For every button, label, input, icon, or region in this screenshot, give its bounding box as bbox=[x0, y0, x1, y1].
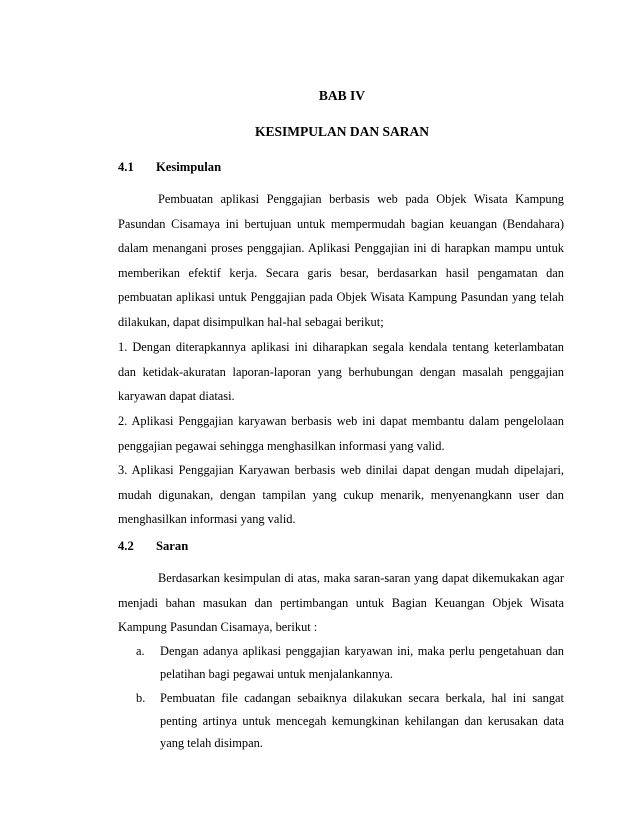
suggestion-intro-paragraph: Berdasarkan kesimpulan di atas, maka saran-saran yang dapat dikemukakan agar menjadi bahan masukan dan pertimbangan untuk Bagian Keuangan Objek Wisata Kampung Pasundan Cisamaya, berikut : bbox=[118, 571, 564, 634]
suggestion-item bbox=[136, 687, 564, 755]
suggestion-text: Dengan adanya aplikasi penggajian karyawan ini, maka perlu pengetahuan dan pelatihan bagi pegawai untuk menjalankannya. bbox=[160, 644, 564, 681]
suggestion-item bbox=[136, 640, 564, 685]
section-number: 4.1 bbox=[118, 160, 134, 174]
conclusion-intro-paragraph: Pembuatan aplikasi Penggajian berbasis web pada Objek Wisata Kampung Pasundan Cisamaya ini bertujuan untuk mempermudah bagian keuangan (Bendahara) dalam menangani proses penggajian. Aplikasi Penggajian ini di harapkan mampu untuk memberikan efektif kerja. Secara garis besar, berdasarkan hasil pengamatan dan pembuatan aplikasi untuk Penggajian pada Objek Wisata Kampung Pasundan yang telah dilakukan, dapat disimpulkan hal-hal sebagai berikut; bbox=[118, 192, 564, 329]
list-marker: b. bbox=[136, 691, 146, 705]
section-title: Saran bbox=[156, 539, 189, 553]
conclusion-point-2: 2. Aplikasi Penggajian karyawan berbasis web ini dapat membantu dalam pengelolaan penggajian pegawai sehingga menghasilkan informasi yang valid. bbox=[118, 414, 564, 453]
section-heading-suggestion bbox=[118, 539, 188, 554]
suggestion-text: Pembuatan file cadangan sebaiknya dilakukan secara berkala, hal ini sangat penting artinya untuk mencegah kemungkinan kehilangan dan kerusakan data yang telah disimpan. bbox=[160, 691, 564, 750]
section-number: 4.2 bbox=[118, 539, 134, 553]
section-heading-conclusion bbox=[118, 160, 221, 175]
list-marker: a. bbox=[136, 644, 145, 658]
conclusion-point-3: 3. Aplikasi Penggajian Karyawan berbasis web dinilai dapat dengan mudah dipelajari, mudah digunakan, dengan tampilan yang cukup menarik, menyenangkann user dan menghasilkan informasi yang valid. bbox=[118, 463, 564, 526]
chapter-title: KESIMPULAN DAN SARAN bbox=[254, 124, 429, 139]
chapter-number: BAB IV bbox=[318, 88, 366, 103]
conclusion-point-1: 1. Dengan diterapkannya aplikasi ini diharapkan segala kendala tentang keterlambatan dan ketidak-akuratan laporan-laporan yang berhubungan dengan masalah penggajian karyawan dapat diatasi. bbox=[118, 340, 564, 403]
suggestion-list bbox=[136, 640, 564, 755]
section-title: Kesimpulan bbox=[156, 160, 222, 174]
